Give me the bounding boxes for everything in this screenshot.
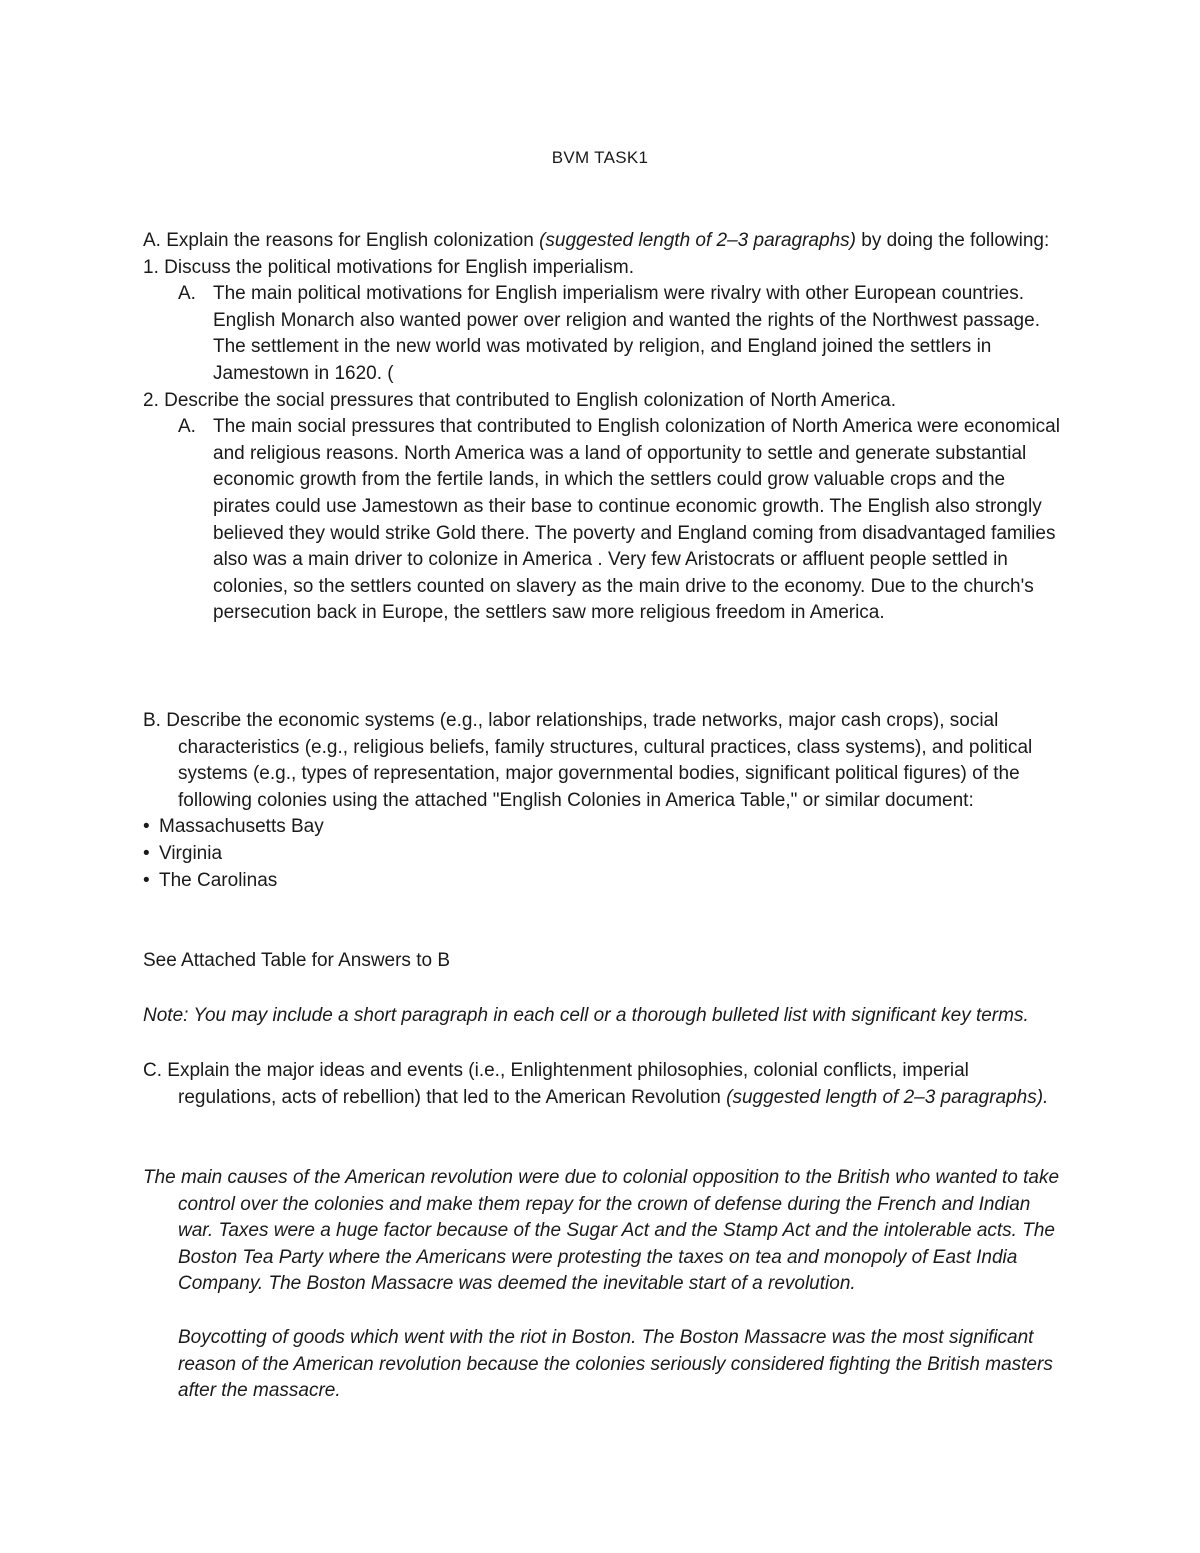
section-b bbox=[143, 708, 1063, 894]
table-note: Note: You may include a short paragraph in each cell or a thorough bulleted list with significant key terms. bbox=[143, 1005, 1029, 1026]
colony-name: Virginia bbox=[159, 842, 223, 864]
section-a-intro-text: Explain the reasons for English colonization bbox=[166, 230, 540, 251]
section-c-answer-2 bbox=[178, 1325, 1063, 1405]
colony-bullet bbox=[143, 841, 1063, 868]
colony-name: Massachusetts Bay bbox=[159, 816, 324, 838]
section-c-answer-1 bbox=[143, 1165, 1063, 1298]
page-title: BVM TASK1 bbox=[551, 148, 649, 167]
section-c bbox=[143, 1058, 1063, 1111]
section-c-length-note: (suggested length of 2–3 paragraphs). bbox=[726, 1086, 1049, 1108]
answer-2-text: The main social pressures that contributed to English colonization of North America were economical and religious reasons. North America was a land of opportunity to settle and generate substantial economic growth from the fertile lands, in which the settlers could grow valuable crops and the pirates could use Jamestown as their base to continue economic growth. The English also strongly believed they would strike Gold there. The poverty and England coming from disadvantaged families also was a main driver to colonize in America . Very few Aristocrats or affluent people settled in colonies, so the settlers counted on slavery as the main drive to the economy. Due to the church's persecution back in Europe, the settlers saw more religious freedom in America. bbox=[213, 416, 1060, 624]
answer-2 bbox=[143, 414, 1063, 627]
section-a-intro-tail: by doing the following: bbox=[855, 230, 1050, 251]
question-1: 1. Discuss the political motivations for English imperialism. bbox=[143, 256, 635, 278]
bullet-dot: • bbox=[143, 816, 150, 838]
section-a-label: A. bbox=[143, 230, 161, 251]
section-a bbox=[143, 228, 1063, 627]
colony-name: The Carolinas bbox=[159, 869, 278, 891]
question-2: 2. Describe the social pressures that contributed to English colonization of North America. bbox=[143, 389, 896, 411]
section-b-prompt: B. Describe the economic systems (e.g., labor relationships, trade networks, major cash crops), social characteristics (e.g., religious beliefs, family structures, cultural practices, class systems), and political systems (e.g., types of representation, major governmental bodies, significant political figures) of the following colonies using the attached "English Colonies in America Table," or similar document: bbox=[143, 710, 1033, 811]
answer-c-paragraph-1: The main causes of the American revolution were due to colonial opposition to the British who wanted to take control over the colonies and make them repay for the crown of defense during the French and Indian war. Taxes were a huge factor because of the Sugar Act and the Stamp Act and the intolerable acts. The Boston Tea Party where the Americans were protesting the taxes on tea and monopoly of East India Company. The Boston Massacre was deemed the inevitable start of a revolution. bbox=[143, 1167, 1060, 1295]
answer-2-marker: A. bbox=[178, 416, 196, 438]
see-attached-line: See Attached Table for Answers to B bbox=[143, 950, 451, 971]
section-a-length-note: (suggested length of 2–3 paragraphs) bbox=[539, 230, 856, 251]
colony-bullet bbox=[143, 814, 1063, 841]
answer-1-marker: A. bbox=[178, 283, 196, 305]
section-c-prompt-text: C. Explain the major ideas and events (i.e., Enlightenment philosophies, colonial conflicts, imperial regulations, acts of rebellion) that led to the American Revolution bbox=[143, 1060, 969, 1108]
section-c-prompt bbox=[143, 1058, 1063, 1111]
answer-1 bbox=[143, 281, 1063, 387]
bullet-dot: • bbox=[143, 842, 150, 864]
section-a-intro bbox=[143, 228, 1063, 255]
answer-1-text: The main political motivations for English imperialism were rivalry with other European countries. English Monarch also wanted power over religion and wanted the rights of the Northwest passage. The settlement in the new world was motivated by religion, and England joined the settlers in Jamestown in 1620. ( bbox=[213, 283, 1040, 384]
answer-c-paragraph-2: Boycotting of goods which went with the riot in Boston. The Boston Massacre was the most significant reason of the American revolution because the colonies seriously considered fighting the British masters after the massacre. bbox=[178, 1327, 1053, 1402]
colony-bullet bbox=[143, 868, 1063, 895]
bullet-dot: • bbox=[143, 869, 150, 891]
